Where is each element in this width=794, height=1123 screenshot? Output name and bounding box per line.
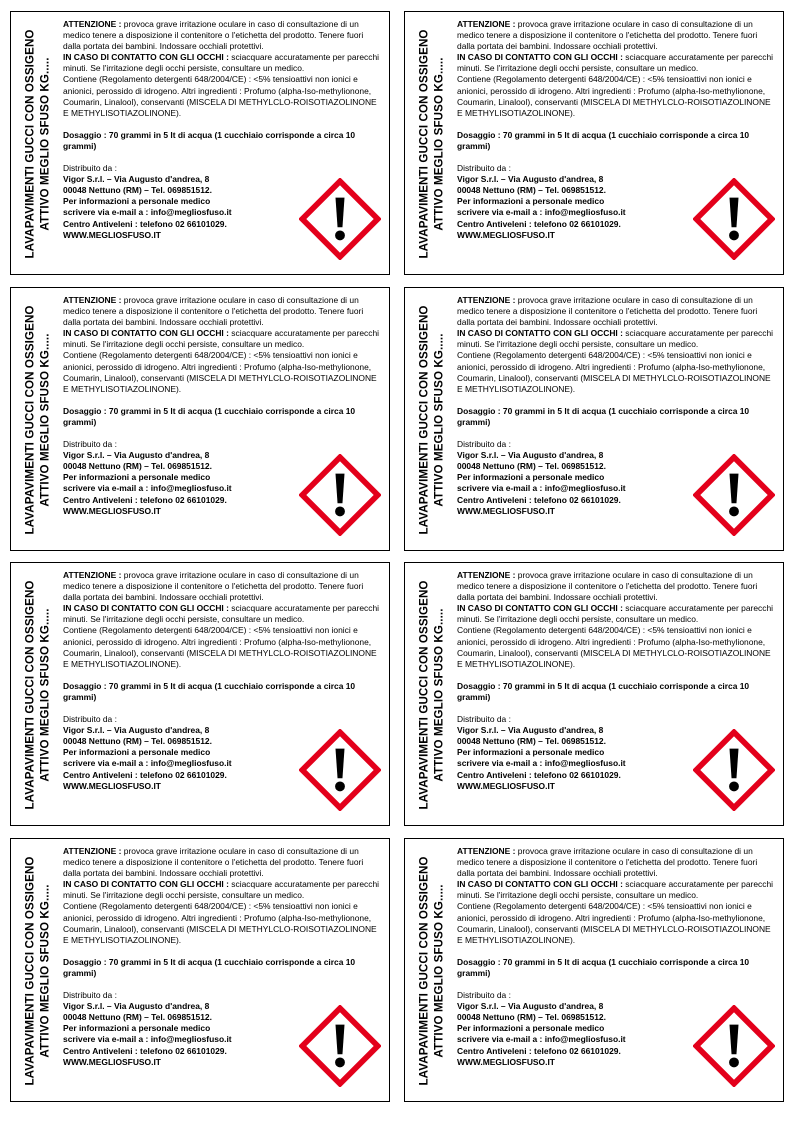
website: WWW.MEGLIOSFUSO.IT <box>457 505 555 516</box>
attenzione-text: provoca grave irritazione oculare in caso di consultazione di un medico tenere a disposizione il contenitore o l'etichetta del prodotto. Tenere fuori dalla portata dei bambini. Indossare occhiali protettivi. <box>63 570 364 603</box>
attenzione-heading: ATTENZIONE : <box>457 570 516 580</box>
website: WWW.MEGLIOSFUSO.IT <box>457 1056 555 1067</box>
distribuito-label: Distribuito da : <box>457 163 511 174</box>
product-label-3 <box>10 287 390 551</box>
side-title <box>19 571 57 819</box>
dosaggio-paragraph: Dosaggio : 70 grammi in 5 lt di acqua (1 cucchiaio corrisponde a circa 10 grammi) <box>63 405 356 427</box>
distribuito-label: Distribuito da : <box>457 439 511 450</box>
medico-line: Per informazioni a personale medico <box>457 747 605 758</box>
address-line2: 00048 Nettuno (RM) – Tel. 069851512. <box>457 185 606 196</box>
contatto-heading: IN CASO DI CONTATTO CON GLI OCCHI : <box>63 879 229 890</box>
distribuito-label: Distribuito da : <box>63 990 117 1001</box>
contatto-paragraph <box>63 328 381 350</box>
contiene-paragraph: Contiene (Regolamento detergenti 648/2004/CE) : <5% tensioattivi non ionici e anionici, perossido di idrogeno. Altri ingredienti : Profumo (alpha-Iso-methylionone, Coumarin, Linalool), conservanti (MISCELA DI METHYLCLO-ROISOTIAZOLINONE E METHYLISOTIAZOLINONE). <box>63 625 377 669</box>
side-title <box>19 20 57 268</box>
address-line2: 00048 Nettuno (RM) – Tel. 069851512. <box>63 185 212 196</box>
side-title <box>19 296 57 544</box>
attenzione-heading: ATTENZIONE : <box>63 295 122 305</box>
ghs-exclamation-mark-icon <box>693 729 775 811</box>
product-label-2 <box>404 11 784 275</box>
antiveleni-line: Centro Antiveleni : telefono 02 66101029. <box>457 1045 621 1056</box>
antiveleni-line: Centro Antiveleni : telefono 02 66101029. <box>457 769 621 780</box>
medico-line: Per informazioni a personale medico <box>457 1023 605 1034</box>
ghs-exclamation-mark-icon <box>693 454 775 536</box>
antiveleni-line: Centro Antiveleni : telefono 02 66101029. <box>63 494 227 505</box>
email-line: scrivere via e-mail a : info@megliosfuso.it <box>457 758 626 769</box>
side-title-line2: ATTIVO MEGLIO SFUSO KG..... <box>433 333 447 507</box>
attenzione-paragraph <box>63 846 381 879</box>
contiene-paragraph: Contiene (Regolamento detergenti 648/2004/CE) : <5% tensioattivi non ionici e anionici, perossido di idrogeno. Altri ingredienti : Profumo (alpha-Iso-methylionone, Coumarin, Linalool), conservanti (MISCELA DI METHYLCLO-ROISOTIAZOLINONE E METHYLISOTIAZOLINONE). <box>63 74 377 118</box>
address-line1: Vigor S.r.l. – Via Augusto d'andrea, 8 <box>457 725 604 736</box>
side-title-line2: ATTIVO MEGLIO SFUSO KG..... <box>433 608 447 782</box>
email-line: scrivere via e-mail a : info@megliosfuso.it <box>63 758 232 769</box>
side-title <box>413 296 451 544</box>
product-label-4 <box>404 287 784 551</box>
address-line1: Vigor S.r.l. – Via Augusto d'andrea, 8 <box>63 450 210 461</box>
antiveleni-line: Centro Antiveleni : telefono 02 66101029. <box>63 218 227 229</box>
attenzione-heading: ATTENZIONE : <box>457 846 516 856</box>
antiveleni-line: Centro Antiveleni : telefono 02 66101029. <box>63 1045 227 1056</box>
contatto-heading: IN CASO DI CONTATTO CON GLI OCCHI : <box>63 603 229 614</box>
distribuito-label: Distribuito da : <box>457 714 511 725</box>
distribuito-label: Distribuito da : <box>63 439 117 450</box>
side-title-line2: ATTIVO MEGLIO SFUSO KG..... <box>433 884 447 1058</box>
website: WWW.MEGLIOSFUSO.IT <box>457 229 555 240</box>
ghs-exclamation-mark-icon <box>299 1005 381 1087</box>
dosaggio-paragraph: Dosaggio : 70 grammi in 5 lt di acqua (1 cucchiaio corrisponde a circa 10 grammi) <box>457 129 750 151</box>
side-title-line2: ATTIVO MEGLIO SFUSO KG..... <box>39 333 53 507</box>
email-line: scrivere via e-mail a : info@megliosfuso.it <box>457 207 626 218</box>
contatto-heading: IN CASO DI CONTATTO CON GLI OCCHI : <box>457 52 623 63</box>
website: WWW.MEGLIOSFUSO.IT <box>457 780 555 791</box>
attenzione-paragraph <box>63 570 381 603</box>
ghs-exclamation-mark-icon <box>299 454 381 536</box>
side-title-line1: LAVAPAVIMENTI GUCCI CON OSSIGENO <box>24 580 38 810</box>
contatto-text: sciacquare accuratamente per parecchi minuti. Se l'irritazione degli occhi persiste, consultare un medico. <box>63 879 380 901</box>
attenzione-text: provoca grave irritazione oculare in caso di consultazione di un medico tenere a disposizione il contenitore o l'etichetta del prodotto. Tenere fuori dalla portata dei bambini. Indossare occhiali protettivi. <box>63 846 364 879</box>
website: WWW.MEGLIOSFUSO.IT <box>63 505 161 516</box>
contatto-heading: IN CASO DI CONTATTO CON GLI OCCHI : <box>63 52 229 63</box>
side-title-line1: LAVAPAVIMENTI GUCCI CON OSSIGENO <box>24 305 38 535</box>
website: WWW.MEGLIOSFUSO.IT <box>63 229 161 240</box>
contatto-paragraph <box>457 603 775 625</box>
attenzione-heading: ATTENZIONE : <box>63 570 122 580</box>
contatto-paragraph <box>457 328 775 350</box>
side-title-line2: ATTIVO MEGLIO SFUSO KG..... <box>39 57 53 231</box>
medico-line: Per informazioni a personale medico <box>457 472 605 483</box>
dosaggio-paragraph: Dosaggio : 70 grammi in 5 lt di acqua (1 cucchiaio corrisponde a circa 10 grammi) <box>457 680 750 702</box>
address-line2: 00048 Nettuno (RM) – Tel. 069851512. <box>63 736 212 747</box>
website: WWW.MEGLIOSFUSO.IT <box>63 1056 161 1067</box>
contatto-text: sciacquare accuratamente per parecchi minuti. Se l'irritazione degli occhi persiste, consultare un medico. <box>457 603 774 625</box>
medico-line: Per informazioni a personale medico <box>457 196 605 207</box>
side-title-line1: LAVAPAVIMENTI GUCCI CON OSSIGENO <box>418 580 432 810</box>
side-title-line2: ATTIVO MEGLIO SFUSO KG..... <box>39 884 53 1058</box>
contatto-heading: IN CASO DI CONTATTO CON GLI OCCHI : <box>457 328 623 339</box>
side-title-line1: LAVAPAVIMENTI GUCCI CON OSSIGENO <box>418 856 432 1086</box>
medico-line: Per informazioni a personale medico <box>63 1023 211 1034</box>
attenzione-text: provoca grave irritazione oculare in caso di consultazione di un medico tenere a disposizione il contenitore o l'etichetta del prodotto. Tenere fuori dalla portata dei bambini. Indossare occhiali protettivi. <box>457 295 758 328</box>
attenzione-text: provoca grave irritazione oculare in caso di consultazione di un medico tenere a disposizione il contenitore o l'etichetta del prodotto. Tenere fuori dalla portata dei bambini. Indossare occhiali protettivi. <box>63 295 364 328</box>
ghs-exclamation-mark-icon <box>693 178 775 260</box>
contiene-paragraph: Contiene (Regolamento detergenti 648/2004/CE) : <5% tensioattivi non ionici e anionici, perossido di idrogeno. Altri ingredienti : Profumo (alpha-Iso-methylionone, Coumarin, Linalool), conservanti (MISCELA DI METHYLCLO-ROISOTIAZOLINONE E METHYLISOTIAZOLINONE). <box>457 350 771 394</box>
side-title-line2: ATTIVO MEGLIO SFUSO KG..... <box>39 608 53 782</box>
address-line2: 00048 Nettuno (RM) – Tel. 069851512. <box>457 736 606 747</box>
attenzione-heading: ATTENZIONE : <box>457 295 516 305</box>
contiene-paragraph: Contiene (Regolamento detergenti 648/2004/CE) : <5% tensioattivi non ionici e anionici, perossido di idrogeno. Altri ingredienti : Profumo (alpha-Iso-methylionone, Coumarin, Linalool), conservanti (MISCELA DI METHYLCLO-ROISOTIAZOLINONE E METHYLISOTIAZOLINONE). <box>63 350 377 394</box>
email-line: scrivere via e-mail a : info@megliosfuso.it <box>63 483 232 494</box>
side-title-line1: LAVAPAVIMENTI GUCCI CON OSSIGENO <box>418 29 432 259</box>
address-line1: Vigor S.r.l. – Via Augusto d'andrea, 8 <box>457 174 604 185</box>
attenzione-text: provoca grave irritazione oculare in caso di consultazione di un medico tenere a disposizione il contenitore o l'etichetta del prodotto. Tenere fuori dalla portata dei bambini. Indossare occhiali protettivi. <box>63 19 364 52</box>
antiveleni-line: Centro Antiveleni : telefono 02 66101029. <box>457 218 621 229</box>
attenzione-paragraph <box>457 295 775 328</box>
email-line: scrivere via e-mail a : info@megliosfuso.it <box>63 207 232 218</box>
address-line1: Vigor S.r.l. – Via Augusto d'andrea, 8 <box>457 1001 604 1012</box>
address-line1: Vigor S.r.l. – Via Augusto d'andrea, 8 <box>63 1001 210 1012</box>
side-title <box>19 847 57 1095</box>
contatto-paragraph <box>457 52 775 74</box>
attenzione-paragraph <box>457 570 775 603</box>
attenzione-text: provoca grave irritazione oculare in caso di consultazione di un medico tenere a disposizione il contenitore o l'etichetta del prodotto. Tenere fuori dalla portata dei bambini. Indossare occhiali protettivi. <box>457 846 758 879</box>
side-title-line2: ATTIVO MEGLIO SFUSO KG..... <box>433 57 447 231</box>
antiveleni-line: Centro Antiveleni : telefono 02 66101029. <box>457 494 621 505</box>
ghs-exclamation-mark-icon <box>299 729 381 811</box>
attenzione-paragraph <box>457 19 775 52</box>
product-label-6 <box>404 562 784 826</box>
contatto-paragraph <box>63 603 381 625</box>
website: WWW.MEGLIOSFUSO.IT <box>63 780 161 791</box>
side-title <box>413 571 451 819</box>
product-label-5 <box>10 562 390 826</box>
attenzione-paragraph <box>63 19 381 52</box>
email-line: scrivere via e-mail a : info@megliosfuso.it <box>457 483 626 494</box>
dosaggio-paragraph: Dosaggio : 70 grammi in 5 lt di acqua (1 cucchiaio corrisponde a circa 10 grammi) <box>63 129 356 151</box>
contatto-text: sciacquare accuratamente per parecchi minuti. Se l'irritazione degli occhi persiste, consultare un medico. <box>63 328 380 350</box>
address-line1: Vigor S.r.l. – Via Augusto d'andrea, 8 <box>63 725 210 736</box>
product-label-8 <box>404 838 784 1102</box>
contatto-paragraph <box>457 879 775 901</box>
side-title <box>413 847 451 1095</box>
contiene-paragraph: Contiene (Regolamento detergenti 648/2004/CE) : <5% tensioattivi non ionici e anionici, perossido di idrogeno. Altri ingredienti : Profumo (alpha-Iso-methylionone, Coumarin, Linalool), conservanti (MISCELA DI METHYLCLO-ROISOTIAZOLINONE E METHYLISOTIAZOLINONE). <box>457 74 771 118</box>
contatto-text: sciacquare accuratamente per parecchi minuti. Se l'irritazione degli occhi persiste, consultare un medico. <box>457 879 774 901</box>
attenzione-heading: ATTENZIONE : <box>63 19 122 29</box>
dosaggio-paragraph: Dosaggio : 70 grammi in 5 lt di acqua (1 cucchiaio corrisponde a circa 10 grammi) <box>63 956 356 978</box>
contatto-heading: IN CASO DI CONTATTO CON GLI OCCHI : <box>457 603 623 614</box>
contiene-paragraph: Contiene (Regolamento detergenti 648/2004/CE) : <5% tensioattivi non ionici e anionici, perossido di idrogeno. Altri ingredienti : Profumo (alpha-Iso-methylionone, Coumarin, Linalool), conservanti (MISCELA DI METHYLCLO-ROISOTIAZOLINONE E METHYLISOTIAZOLINONE). <box>457 901 771 945</box>
side-title-line1: LAVAPAVIMENTI GUCCI CON OSSIGENO <box>24 29 38 259</box>
medico-line: Per informazioni a personale medico <box>63 196 211 207</box>
address-line2: 00048 Nettuno (RM) – Tel. 069851512. <box>63 1012 212 1023</box>
address-line2: 00048 Nettuno (RM) – Tel. 069851512. <box>457 1012 606 1023</box>
medico-line: Per informazioni a personale medico <box>63 747 211 758</box>
product-label-1 <box>10 11 390 275</box>
address-line1: Vigor S.r.l. – Via Augusto d'andrea, 8 <box>457 450 604 461</box>
attenzione-heading: ATTENZIONE : <box>63 846 122 856</box>
contatto-heading: IN CASO DI CONTATTO CON GLI OCCHI : <box>457 879 623 890</box>
contatto-paragraph <box>63 879 381 901</box>
side-title-line1: LAVAPAVIMENTI GUCCI CON OSSIGENO <box>418 305 432 535</box>
ghs-exclamation-mark-icon <box>299 178 381 260</box>
contatto-text: sciacquare accuratamente per parecchi minuti. Se l'irritazione degli occhi persiste, consultare un medico. <box>63 603 380 625</box>
attenzione-text: provoca grave irritazione oculare in caso di consultazione di un medico tenere a disposizione il contenitore o l'etichetta del prodotto. Tenere fuori dalla portata dei bambini. Indossare occhiali protettivi. <box>457 570 758 603</box>
dosaggio-paragraph: Dosaggio : 70 grammi in 5 lt di acqua (1 cucchiaio corrisponde a circa 10 grammi) <box>63 680 356 702</box>
ghs-exclamation-mark-icon <box>693 1005 775 1087</box>
attenzione-text: provoca grave irritazione oculare in caso di consultazione di un medico tenere a disposizione il contenitore o l'etichetta del prodotto. Tenere fuori dalla portata dei bambini. Indossare occhiali protettivi. <box>457 19 758 52</box>
email-line: scrivere via e-mail a : info@megliosfuso.it <box>63 1034 232 1045</box>
dosaggio-paragraph: Dosaggio : 70 grammi in 5 lt di acqua (1 cucchiaio corrisponde a circa 10 grammi) <box>457 956 750 978</box>
attenzione-paragraph <box>457 846 775 879</box>
medico-line: Per informazioni a personale medico <box>63 472 211 483</box>
contatto-paragraph <box>63 52 381 74</box>
contatto-text: sciacquare accuratamente per parecchi minuti. Se l'irritazione degli occhi persiste, consultare un medico. <box>63 52 380 74</box>
address-line1: Vigor S.r.l. – Via Augusto d'andrea, 8 <box>63 174 210 185</box>
distribuito-label: Distribuito da : <box>457 990 511 1001</box>
antiveleni-line: Centro Antiveleni : telefono 02 66101029. <box>63 769 227 780</box>
distribuito-label: Distribuito da : <box>63 163 117 174</box>
side-title <box>413 20 451 268</box>
product-label-7 <box>10 838 390 1102</box>
attenzione-heading: ATTENZIONE : <box>457 19 516 29</box>
side-title-line1: LAVAPAVIMENTI GUCCI CON OSSIGENO <box>24 856 38 1086</box>
contatto-heading: IN CASO DI CONTATTO CON GLI OCCHI : <box>63 328 229 339</box>
address-line2: 00048 Nettuno (RM) – Tel. 069851512. <box>63 461 212 472</box>
email-line: scrivere via e-mail a : info@megliosfuso.it <box>457 1034 626 1045</box>
address-line2: 00048 Nettuno (RM) – Tel. 069851512. <box>457 461 606 472</box>
dosaggio-paragraph: Dosaggio : 70 grammi in 5 lt di acqua (1 cucchiaio corrisponde a circa 10 grammi) <box>457 405 750 427</box>
contiene-paragraph: Contiene (Regolamento detergenti 648/2004/CE) : <5% tensioattivi non ionici e anionici, perossido di idrogeno. Altri ingredienti : Profumo (alpha-Iso-methylionone, Coumarin, Linalool), conservanti (MISCELA DI METHYLCLO-ROISOTIAZOLINONE E METHYLISOTIAZOLINONE). <box>63 901 377 945</box>
contatto-text: sciacquare accuratamente per parecchi minuti. Se l'irritazione degli occhi persiste, consultare un medico. <box>457 328 774 350</box>
contiene-paragraph: Contiene (Regolamento detergenti 648/2004/CE) : <5% tensioattivi non ionici e anionici, perossido di idrogeno. Altri ingredienti : Profumo (alpha-Iso-methylionone, Coumarin, Linalool), conservanti (MISCELA DI METHYLCLO-ROISOTIAZOLINONE E METHYLISOTIAZOLINONE). <box>457 625 771 669</box>
contatto-text: sciacquare accuratamente per parecchi minuti. Se l'irritazione degli occhi persiste, consultare un medico. <box>457 52 774 74</box>
distribuito-label: Distribuito da : <box>63 714 117 725</box>
attenzione-paragraph <box>63 295 381 328</box>
